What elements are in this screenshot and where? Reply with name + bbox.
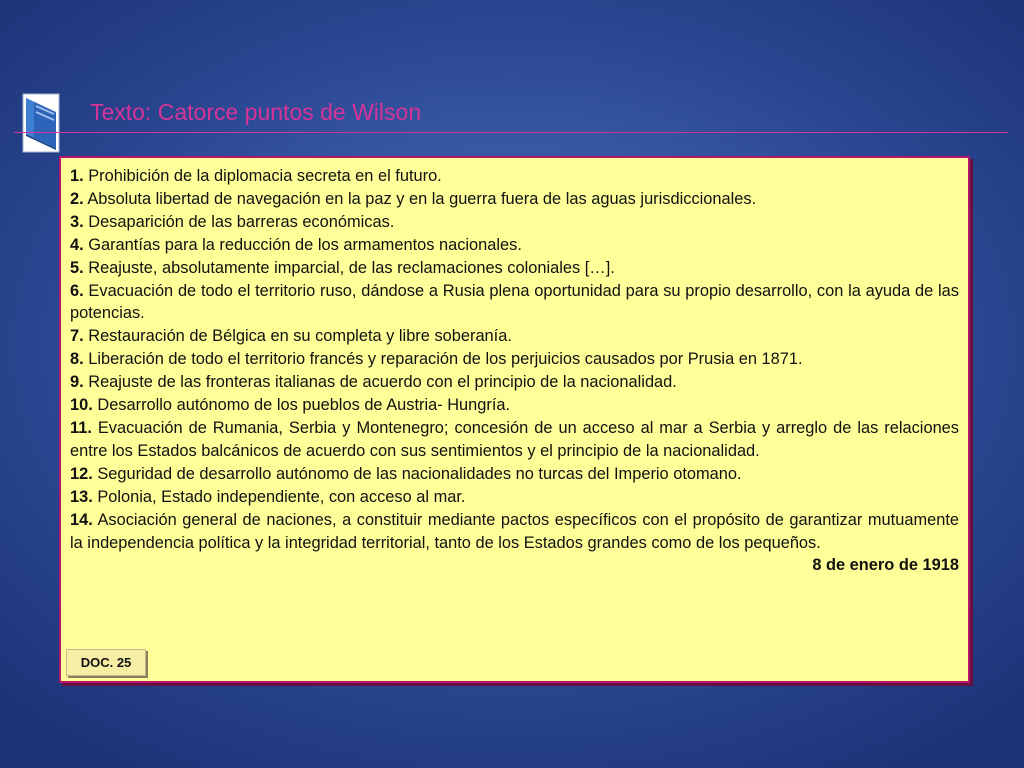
list-item [70, 371, 959, 394]
list-item [70, 165, 959, 188]
list-item [70, 394, 959, 417]
point-text: Polonia, Estado independiente, con acceso al mar. [92, 487, 466, 506]
list-item [70, 280, 959, 326]
point-number: 8. [70, 350, 84, 369]
list-item [70, 417, 959, 463]
page-title: Texto: Catorce puntos de Wilson [90, 99, 422, 125]
point-number: 13. [70, 487, 93, 506]
point-text: Evacuación de Rumania, Serbia y Montenegro; concesión de un acceso al mar a Serbia y arreglo de las relaciones entre los Estados balcánicos de acuerdo con sus sentimientos y el principio de la nacionalidad. [70, 418, 959, 460]
point-number: 2. [70, 189, 84, 208]
point-number: 10. [70, 396, 93, 415]
list-item [70, 509, 959, 555]
point-text: Prohibición de la diplomacia secreta en el futuro. [83, 167, 442, 185]
point-text: Reajuste de las fronteras italianas de acuerdo con el principio de la nacionalidad. [83, 373, 677, 392]
book-icon [20, 92, 62, 154]
point-text: Asociación general de naciones, a constituir mediante pactos específicos con el propósito de garantizar mutuamente la independencia política y la integridad territorial, tanto de los Estados grandes como de los pequeños. [70, 510, 959, 552]
point-text: Seguridad de desarrollo autónomo de las nacionalidades no turcas del Imperio otomano. [92, 464, 742, 483]
point-text: Liberación de todo el territorio francés y reparación de los perjuicios causados por Prusia en 1871. [83, 350, 803, 369]
point-text: Desaparición de las barreras económicas. [83, 212, 395, 231]
title-divider [14, 132, 1008, 133]
list-item [70, 211, 959, 234]
point-text: Evacuación de todo el territorio ruso, dándose a Rusia plena oportunidad para su propio desarrollo, con la ayuda de las potencias. [70, 281, 959, 323]
point-number: 9. [70, 373, 84, 392]
list-item [70, 325, 959, 348]
document-date: 8 de enero de 1918 [812, 556, 959, 575]
list-item [70, 257, 959, 280]
doc-badge: DOC. 25 [66, 649, 146, 676]
point-number: 5. [70, 258, 84, 277]
point-number: 14. [70, 510, 93, 529]
point-text: Restauración de Bélgica en su completa y libre soberanía. [83, 327, 512, 346]
point-number: 3. [70, 212, 84, 231]
points-list [70, 165, 959, 554]
point-number: 6. [70, 281, 84, 300]
point-text: Absoluta libertad de navegación en la paz y en la guerra fuera de las aguas jurisdiccionales. [83, 189, 757, 208]
point-number: 11. [70, 418, 92, 437]
list-item [70, 348, 959, 371]
point-number: 12. [70, 464, 93, 483]
list-item [70, 486, 959, 509]
list-item [70, 463, 959, 486]
point-text: Garantías para la reducción de los armamentos nacionales. [83, 235, 522, 254]
document-panel [59, 156, 970, 683]
point-number: 4. [70, 235, 84, 254]
list-item [70, 188, 959, 211]
list-item [70, 234, 959, 257]
point-text: Reajuste, absolutamente imparcial, de las reclamaciones coloniales […]. [83, 258, 615, 277]
point-text: Desarrollo autónomo de los pueblos de Austria- Hungría. [92, 396, 511, 415]
point-number: 1. [70, 167, 84, 185]
point-number: 7. [70, 327, 84, 346]
